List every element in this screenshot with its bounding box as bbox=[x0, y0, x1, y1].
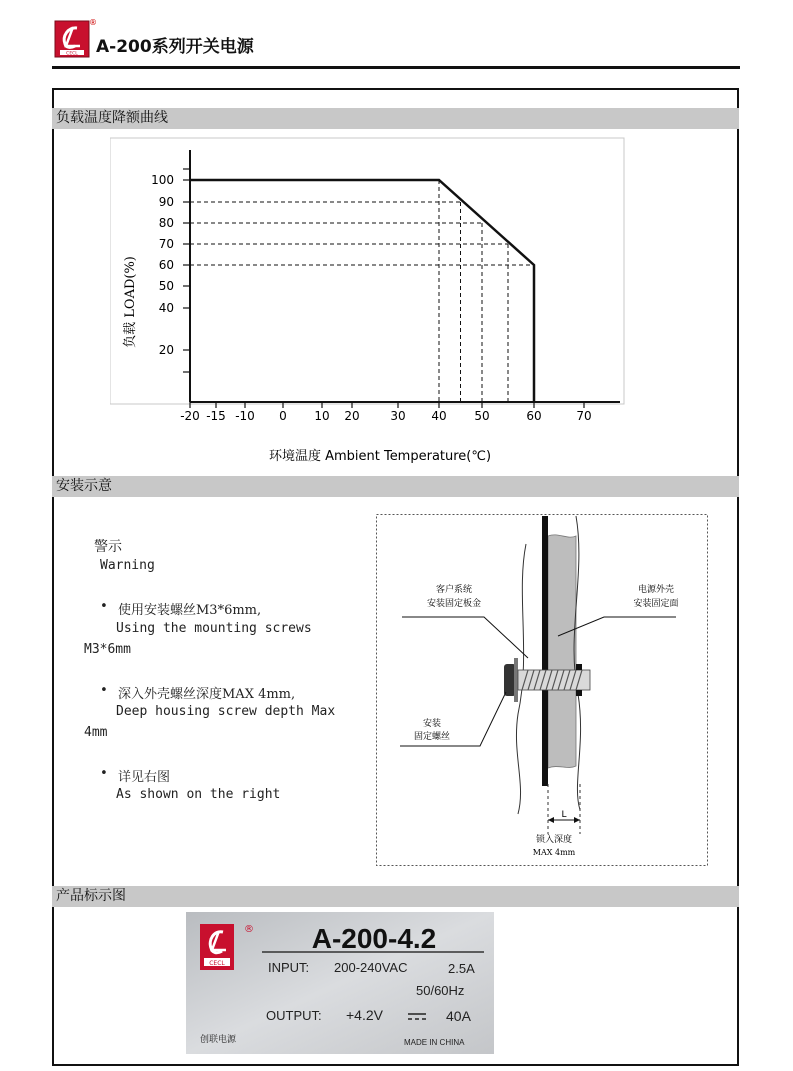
dim-label: L bbox=[561, 810, 567, 820]
y-tick-label: 90 bbox=[158, 195, 174, 209]
label-logo-text: CECL bbox=[209, 960, 225, 967]
warning-cn: 警示 bbox=[94, 539, 122, 555]
customer-plate-label-2: 安装固定板金 bbox=[426, 599, 482, 609]
label-input-label: INPUT: bbox=[268, 960, 310, 975]
label-reg-mark: ® bbox=[244, 924, 254, 935]
x-tick-label: 70 bbox=[576, 409, 592, 423]
psu-housing bbox=[548, 535, 576, 768]
x-tick-label: 30 bbox=[390, 409, 406, 423]
item-1-cn: 使用安装螺丝M3*6mm, bbox=[118, 603, 262, 618]
product-label-photo bbox=[186, 912, 494, 1054]
label-brand-cn: 创联电源 bbox=[200, 1035, 237, 1045]
section-install-title: 安装示意 bbox=[52, 476, 739, 497]
y-axis-label: 负载 LOAD(%) bbox=[123, 256, 138, 348]
x-tick-label: 10 bbox=[314, 409, 330, 423]
item-2-en: Deep housing screw depth Max bbox=[116, 704, 336, 719]
psu-face-label-1: 电源外壳 bbox=[637, 585, 675, 595]
label-input-current: 2.5A bbox=[448, 961, 475, 976]
washer bbox=[514, 658, 518, 702]
x-tick-label: -10 bbox=[235, 409, 255, 423]
logo-text: CECL bbox=[66, 51, 78, 57]
psu-face-label-2: 安装固定面 bbox=[633, 599, 679, 609]
x-tick-label: -20 bbox=[180, 409, 200, 423]
y-tick-label: 20 bbox=[158, 343, 174, 357]
derating-chart-svg bbox=[110, 132, 640, 472]
page-header bbox=[52, 18, 740, 69]
y-tick-label: 40 bbox=[158, 301, 174, 315]
customer-plate-label-1: 客户系统 bbox=[435, 585, 473, 595]
derating-chart bbox=[110, 132, 640, 472]
brand-logo bbox=[54, 20, 90, 58]
item-3-cn: 详见右图 bbox=[118, 770, 171, 785]
warning-en: Warning bbox=[100, 558, 155, 573]
label-model: A-200-4.2 bbox=[311, 923, 437, 954]
section-derating-title: 负载温度降额曲线 bbox=[52, 108, 739, 129]
item-3-en: As shown on the right bbox=[116, 787, 281, 802]
label-output-current: 40A bbox=[446, 1008, 471, 1024]
label-output-voltage: +4.2V bbox=[346, 1007, 383, 1023]
item-1-en-cont: M3*6mm bbox=[84, 642, 131, 657]
item-2-cn: 深入外壳螺丝深度MAX 4mm, bbox=[118, 687, 296, 702]
page-title: A-200系列开关电源 bbox=[96, 37, 254, 57]
y-tick-label: 60 bbox=[158, 258, 174, 272]
label-output-label: OUTPUT: bbox=[266, 1008, 322, 1023]
reg-mark: ® bbox=[89, 18, 97, 27]
plot-border bbox=[110, 138, 624, 404]
item-2-en-cont: 4mm bbox=[84, 725, 108, 740]
item-1-en: Using the mounting screws bbox=[116, 621, 312, 636]
y-tick-label: 70 bbox=[158, 237, 174, 251]
mounting-plate bbox=[542, 516, 548, 786]
x-tick-label: 60 bbox=[526, 409, 542, 423]
label-frequency: 50/60Hz bbox=[416, 983, 465, 998]
screw-label-2: 固定螺丝 bbox=[413, 732, 451, 742]
mounting-diagram bbox=[376, 514, 708, 866]
x-tick-label: 20 bbox=[344, 409, 360, 423]
x-tick-label: 40 bbox=[431, 409, 447, 423]
x-tick-label: 50 bbox=[474, 409, 490, 423]
bullet-2: • bbox=[100, 683, 108, 698]
label-input-value: 200-240VAC bbox=[334, 960, 408, 975]
y-tick-label: 80 bbox=[158, 216, 174, 230]
x-axis-label: 环境温度 Ambient Temperature(℃) bbox=[268, 449, 492, 464]
y-tick-label: 50 bbox=[158, 279, 174, 293]
y-tick-label: 100 bbox=[151, 173, 174, 187]
x-tick-label: -15 bbox=[206, 409, 226, 423]
depth-label-2: MAX 4mm bbox=[532, 848, 576, 857]
x-tick-label: 0 bbox=[279, 409, 287, 423]
bullet-1: • bbox=[100, 599, 108, 614]
section-label-title: 产品标示图 bbox=[52, 886, 739, 907]
depth-label-1: 锁入深度 bbox=[535, 835, 573, 845]
bullet-3: • bbox=[100, 766, 108, 781]
leader-plate bbox=[402, 617, 528, 658]
label-logo bbox=[200, 924, 234, 970]
screw-label-1: 安装 bbox=[422, 719, 442, 729]
label-origin: MADE IN CHINA bbox=[404, 1038, 465, 1047]
